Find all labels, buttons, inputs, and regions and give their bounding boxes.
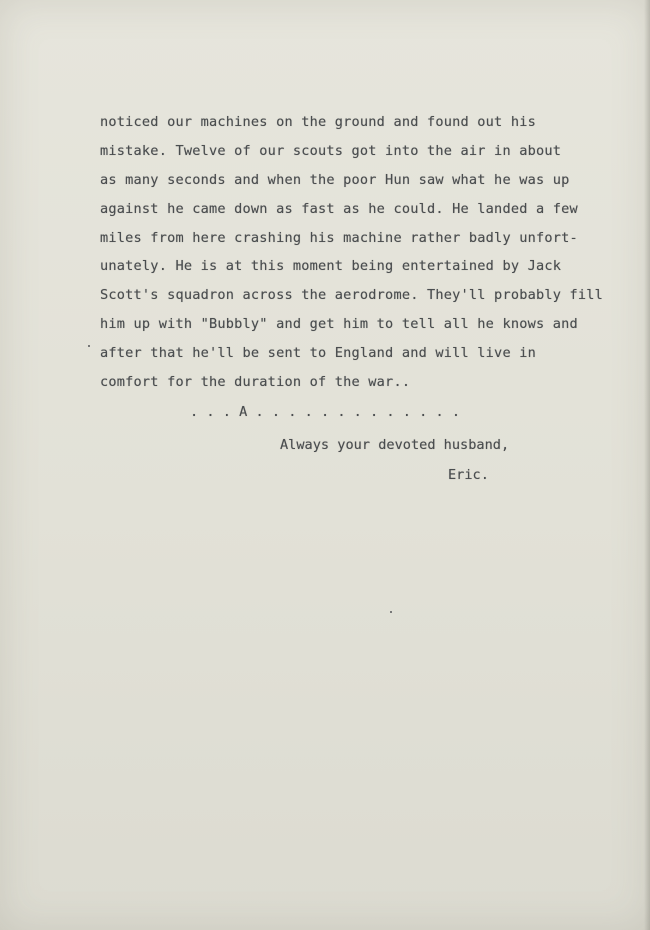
paper-edge-shadow [644, 0, 650, 930]
body-line: him up with "Bubbly" and get him to tell all he knows and [100, 316, 578, 333]
body-line: after that he'll be sent to England and will live in [100, 345, 536, 362]
body-line: Scott's squadron across the aerodrome. They'll probably fill [100, 287, 604, 304]
body-line: against he came down as fast as he could. He landed a few [100, 200, 578, 217]
body-line: as many seconds and when the poor Hun saw what he was up [100, 171, 570, 188]
letter-signature: Eric. [448, 467, 489, 483]
paper-speck [88, 345, 90, 347]
body-line: miles from here crashing his machine rather badly unfort- [100, 229, 578, 246]
letter-closing: Always your devoted husband, [280, 437, 510, 453]
body-line: unately. He is at this moment being entertained by Jack [100, 258, 562, 275]
paper-speck [390, 611, 392, 613]
body-line: mistake. Twelve of our scouts got into the air in about [100, 142, 562, 159]
body-line: noticed our machines on the ground and found out his [100, 114, 536, 130]
body-line: comfort for the duration of the war.. [100, 374, 411, 391]
section-separator: . . . A . . . . . . . . . . . . . [190, 404, 461, 420]
letter-body [100, 108, 620, 397]
